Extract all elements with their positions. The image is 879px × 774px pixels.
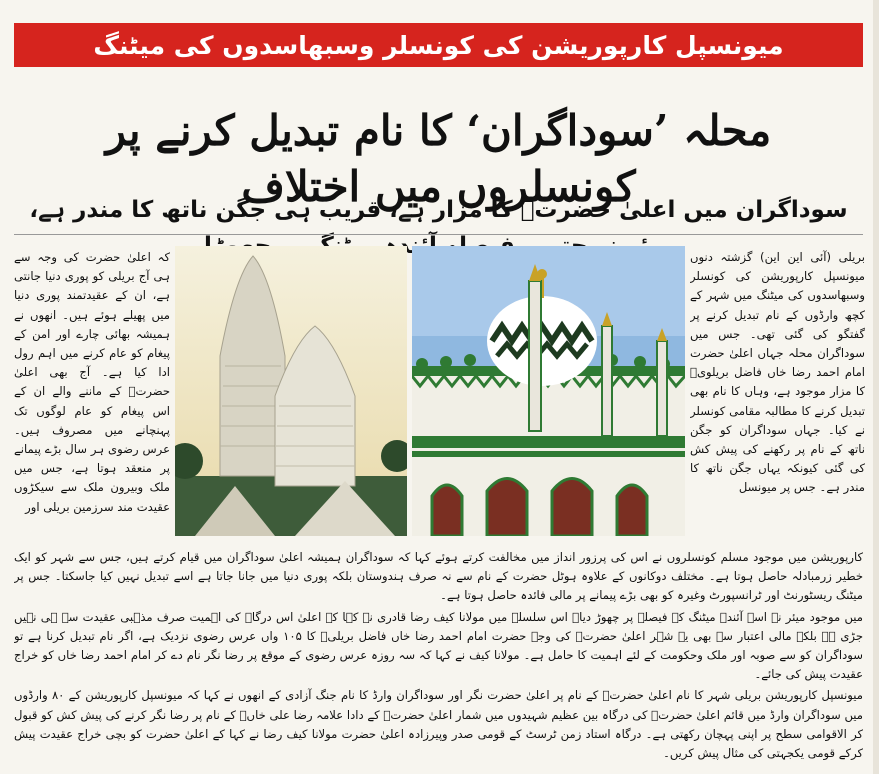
bottom-paragraph-3: میونسپل کارپوریشن بریلی شہر کا نام اعلیٰ حضرتؒ کے نام پر اعلیٰ حضرت نگر اور سوداگران وارڈ کا نام جنگ آزادی کے انھوں نے کہا کہ میونسپل کارپوریشن کے ۸۰ وارڈوں میں سوداگران وارڈ میں قائم اعلیٰ حضرتؒ کی درگاہ بین عظیم شہیدوں میں شمار اعلیٰ حضرتؒ کے دادا علامہ رضا علی خاںؒ کے نام پر رضا نگر کرنے کی پیش کش کو قبول کر الاقوامی سطح پر اپنی پہچان رکھتی ہے۔ درگاہ استاد زمن ٹرسٹ کے قومی صدر وپیرزادہ اعلیٰ حضرت مولانا کیف رضا نے کہا کے اعلیٰ حضرت کو بچی خراج عقیدت پیش کرکے قومی یکجہتی کی مثال پیش کریں۔: [14, 688, 863, 761]
column-right-text: بریلی (آئی این این) گزشتہ دنوں میونسپل کارپوریشن کی کونسلر وسبھاسدوں کی میٹنگ میں شہر کے کچھ وارڈوں کے نام تبدیل کرنے پر گفتگو کی گئی تھی۔ جس میں سوداگران محلہ جہاں اعلیٰ حضرت امام احمد رضا خاں فاضل بریلویؒ کا مزار موجود ہے، وہاں کا نام بھی تبدیل کرنے کا مطالبہ مقامی کونسلر نے کیا۔ جہاں سوداگران کو جگن ناتھ کے نام پر رکھنے کی پیش کش کی گئی کیونکہ یہاں جگن ناتھ کا مندر ہے۔ جس پر میونسل: [690, 250, 865, 495]
column-left-text: کہ اعلیٰ حضرت کی وجہ سے ہی آج بریلی کو پوری دنیا جانتی ہے، ان کے عقیدتمند پوری دنیا میں پھیلے ہوئے ہیں۔ انھوں نے ہمیشہ بھائی چارے اور امن کے پیغام کو عام کرنے میں اہم رول ادا کیا ہے۔ آج بھی اعلیٰ حضرتؒ کے ماننے والے ان کے اس پیغام کو عام لوگوں تک پہنچانے میں مصروف ہیں۔ عرس رضوی ہر سال بڑے پیمانے پر منعقد ہوتا ہے، جس میں ملک وبیرون ملک سے سیکڑوں عقیدت مند سرزمین بریلی اور: [14, 250, 170, 514]
temple-photo: [175, 246, 407, 536]
sub-headline: سوداگران میں اعلیٰ حضرتؒ کا مزار ہے، قریب ہی جگن ناتھ کا مندر ہے، آئندہ: [29, 197, 848, 259]
main-headline: محلہ ’سوداگران‘ کا نام تبدیل کرنے پر کونسلروں میں اختلاف: [105, 106, 772, 211]
column-left: [14, 248, 170, 546]
page-edge: [873, 0, 879, 774]
bottom-paragraph-1: کارپوریشن میں موجود مسلم کونسلروں نے اس کی پرزور انداز میں مخالفت کرتے ہوئے کہا کہ سوداگران ہمیشہ اعلیٰ سوداگران میں قیام کرتے ہیں، جس سے شہر کو ایک خطیر زرمبادلہ حاصل ہوتا ہے۔ مختلف دوکانوں کے علاوہ ہوٹل حضرت کے نام سے نہ صرف ہندوستان بلکہ پوری دنیا میں جانا جاتا ہے اسے تبدیل نہیں کیا جاسکتا۔ جس پر میٹنگ ریسٹورنٹ اور ٹرانسپورٹ وغیرہ کو بھی بڑے پیمانے پر مالی فائدہ حاصل ہوتا ہے۔: [14, 550, 863, 603]
bottom-paragraph-2: میں موجود میئر نے اسے آئندہ میٹنگ کے فیصلہ پر چھوڑ دیا۔ اس سلسلہ میں مولانا کیف رضا قادری نے کہا کہ اعلیٰ اس درگاہ کی اہمیت صرف مذہبی عقیدت سے ہی نہیں جڑی ہے بلکہ مالی اعتبار سے بھی یہ شہر اعلیٰ حضرتؒ کی وجہ حضرت امام احمد رضا خاں فاضل بریلیؒ کا ۱۰۵ واں عرس رضوی نزدیک ہے، اگر نام تبدیل کرنا ہے تو سوداگران کو سے صوبہ اور ملک وحکومت کے لئے اہمیت کا حامل ہے۔ مولانا کیف نے کہا کہ سہ روزہ عرس رضوی کے موقع پر رضا نگر نام دے کر امام احمد رضا خاں کو خراج عقیدت پیش کی جائے۔: [14, 609, 863, 682]
dargah-illustration: [412, 246, 685, 536]
dargah-photo: [412, 246, 685, 536]
bottom-text-block: [14, 548, 863, 770]
divider: [14, 234, 863, 235]
jagannath-temple-illustration: [175, 246, 407, 536]
top-banner: [14, 23, 863, 67]
column-right: [690, 248, 865, 546]
banner-text: میونسپل کارپوریشن کی کونسلر وسبھاسدوں کی میٹنگ: [93, 30, 784, 60]
